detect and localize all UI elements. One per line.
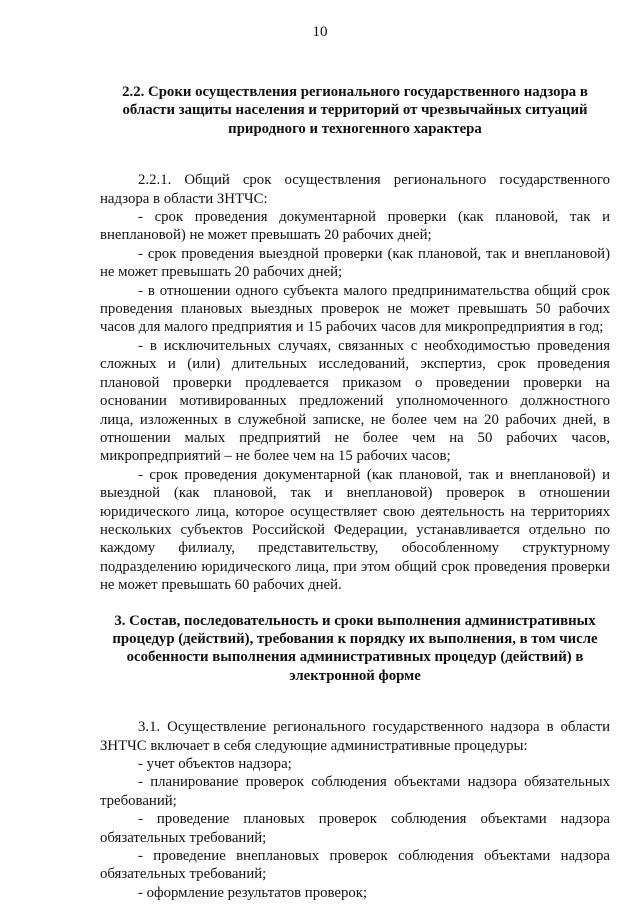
paragraph-2-2-1: 2.2.1. Общий срок осуществления регионального государственного надзора в области ЗНТЧС: <box>100 172 610 207</box>
document-body <box>100 83 610 902</box>
bullet-multi-region-entity: - срок проведения документарной (как плановой, так и внеплановой) и выездной (как плановой, так и внеплановой) проверок в отношении юридического лица, которое осуществляет свою деятельность на территориях нескольких субъектов Российской Федерации, устанавливается отдельно по каждому филиалу, представительству, обособленному структурному подразделению юридического лица, при этом общий срок проведения проверки не может превышать 60 рабочих дней. <box>100 466 610 594</box>
bullet-documentary-inspection: - срок проведения документарной проверки (как плановой, так и внеплановой) не может превышать 20 рабочих дней; <box>100 209 610 244</box>
bullet-unplanned-inspections: - проведение внеплановых проверок соблюдения объектами надзора обязательных требований; <box>100 848 610 883</box>
section-3-heading: 3. Состав, последовательность и сроки выполнения административных процедур (действий), требования к порядку их выполнения, в том числе особенности выполнения административных процедур (действий) в электронной форме <box>112 612 598 684</box>
section-2-2-heading: 2.2. Сроки осуществления регионального государственного надзора в области защиты населения и территорий от чрезвычайных ситуаций природного и техногенного характера <box>122 84 588 137</box>
bullet-planned-inspections: - проведение плановых проверок соблюдения объектами надзора обязательных требований; <box>100 811 610 846</box>
bullet-results-documentation: - оформление результатов проверок; <box>138 884 368 901</box>
paragraph-3-1: 3.1. Осуществление регионального государственного надзора в области ЗНТЧС включает в себя следующие административные процедуры: <box>100 719 610 754</box>
bullet-inspection-planning: - планирование проверок соблюдения объектами надзора обязательных требований; <box>100 774 610 809</box>
bullet-field-inspection: - срок проведения выездной проверки (как плановой, так и внеплановой) не может превышать 20 рабочих дней; <box>100 245 610 281</box>
bullet-small-business: - в отношении одного субъекта малого предпринимательства общий срок проведения плановых выездных проверок не может превышать 50 рабочих часов для малого предприятия и 15 рабочих часов для микропредприятия в год; <box>100 282 610 336</box>
bullet-object-accounting: - учет объектов надзора; <box>138 756 292 772</box>
page-number: 10 <box>312 24 328 40</box>
bullet-exceptional-cases: - в исключительных случаях, связанных с необходимостью проведения сложных и (или) длительных исследований, экспертиз, срок проведения плановой проверки продлевается приказом о проведении проверки на основании мотивированных предложений уполномоченного должностного лица, изложенных в служебной записке, не более чем на 20 рабочих дней, в отношении малых предприятий не более чем на 50 рабочих часов, микропредприятий – не более чем на 15 рабочих часов; <box>100 337 610 465</box>
